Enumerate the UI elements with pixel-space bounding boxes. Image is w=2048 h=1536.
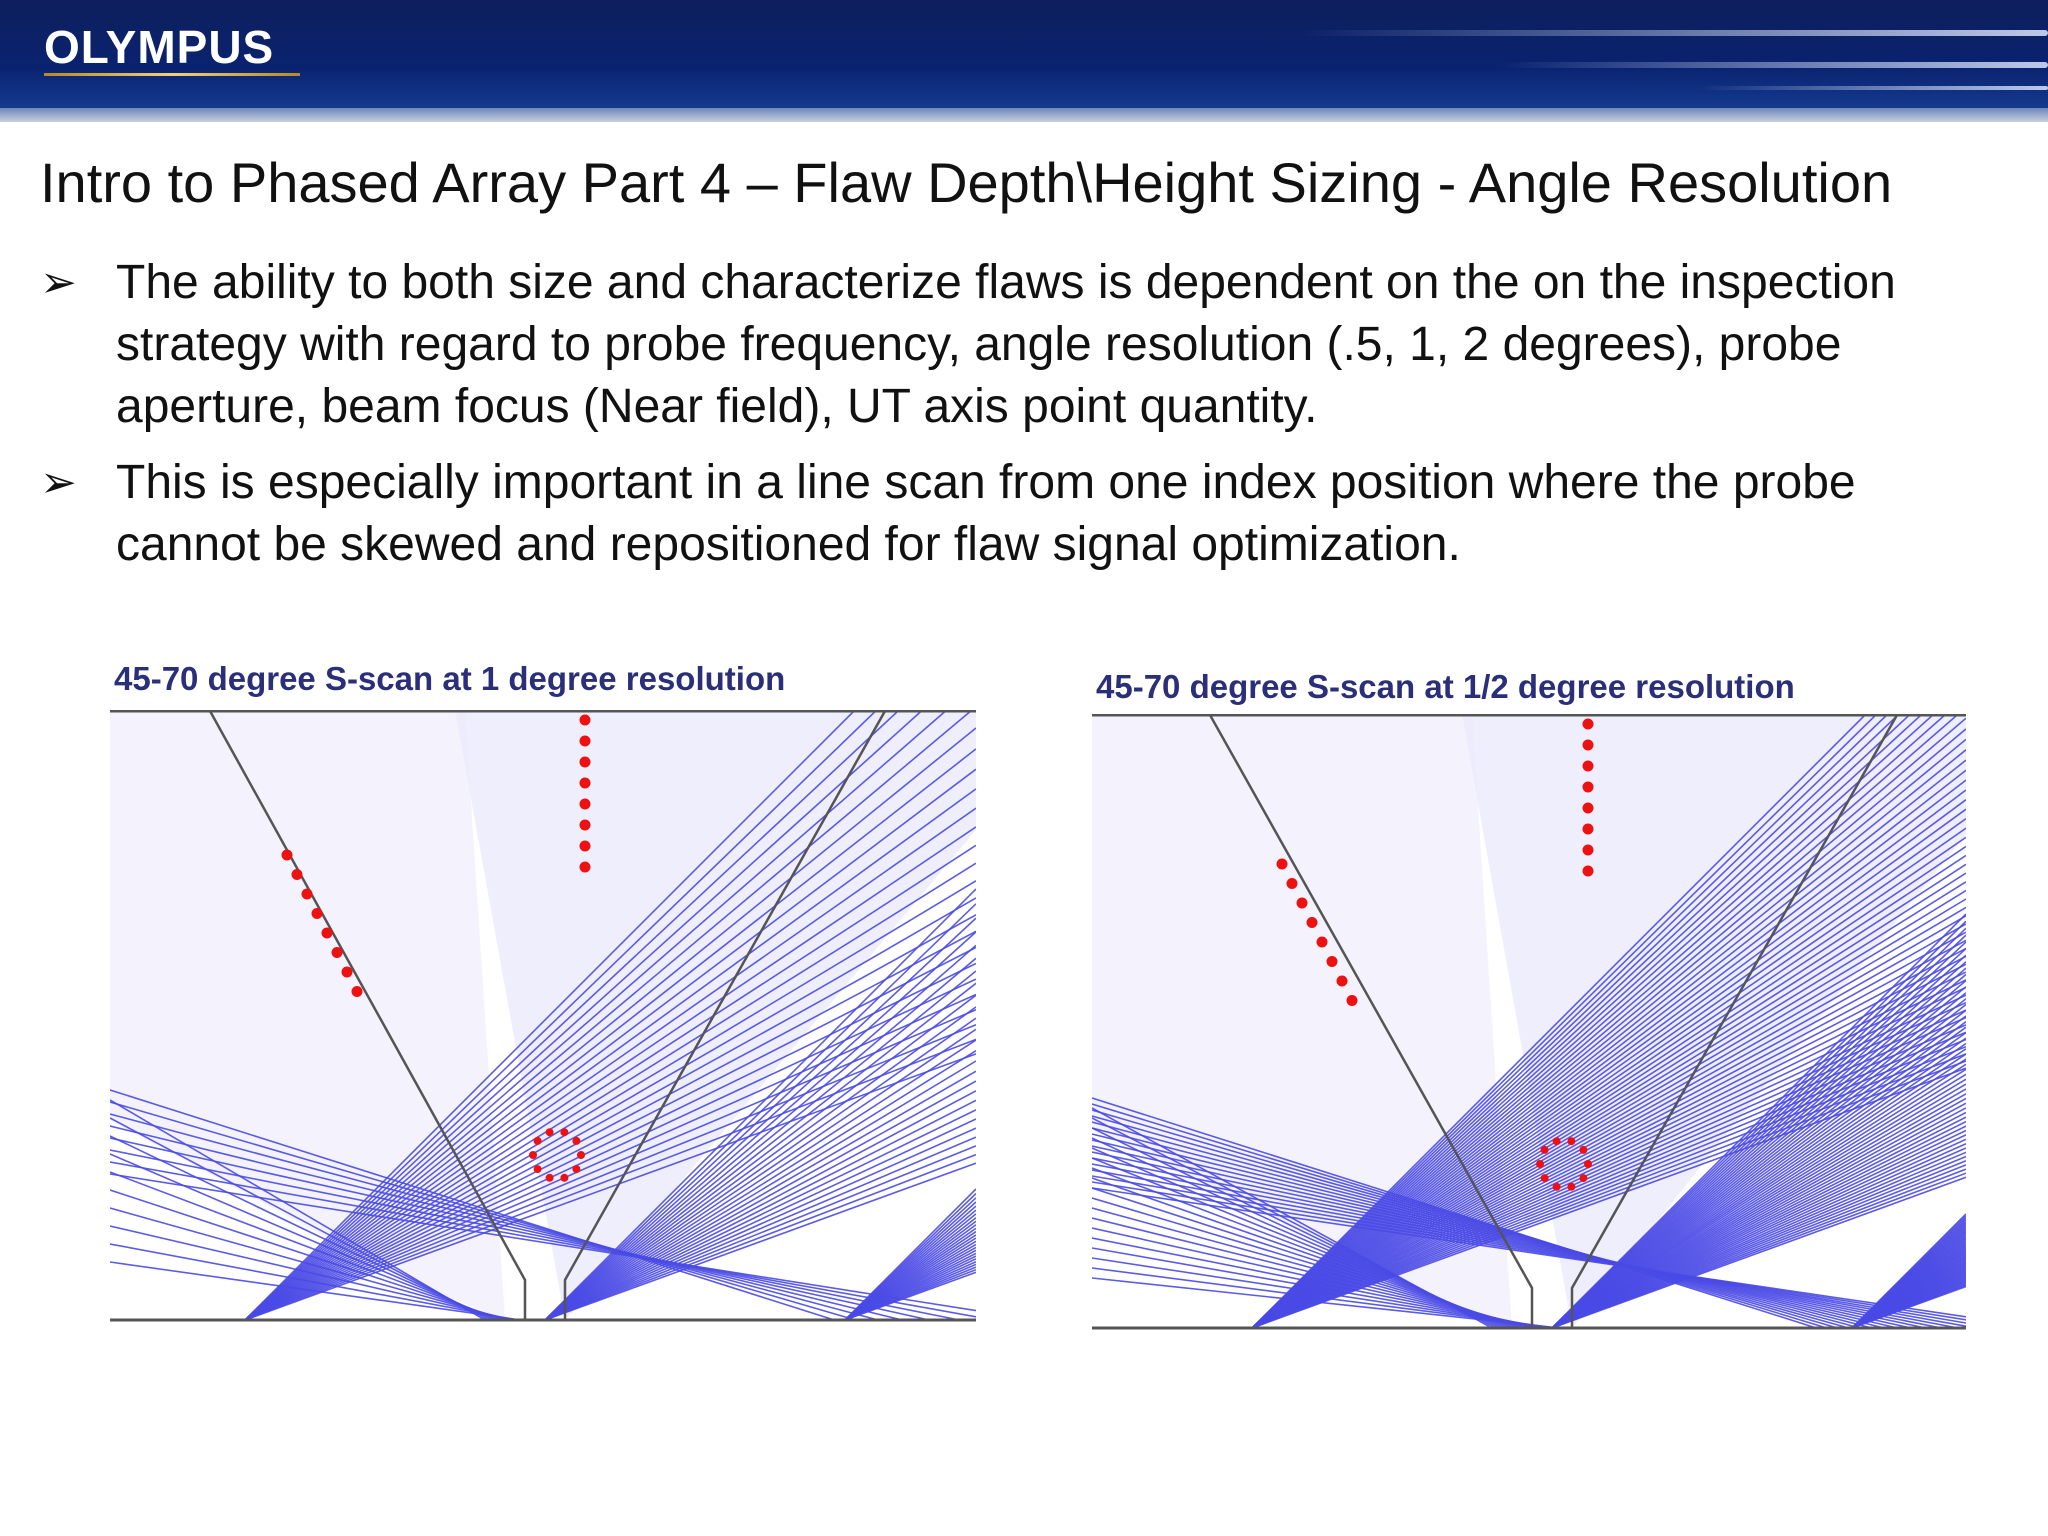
flaw-dot — [580, 820, 591, 831]
flaw-dot — [580, 862, 591, 873]
bullet-text: This is especially important in a line scan from one index position where the probe cannot be skewed and repositioned for flaw signal optimization. — [116, 456, 1856, 571]
flaw-dot — [560, 1128, 568, 1136]
flaw-dot — [1567, 1137, 1575, 1145]
flaw-dot — [1287, 878, 1298, 889]
flaw-dot — [1317, 937, 1328, 948]
arrow-bullet-icon: ➢ — [40, 458, 77, 507]
flaw-dot — [580, 778, 591, 789]
flaw-dot — [1297, 898, 1308, 909]
flaw-dot — [1579, 1174, 1587, 1182]
logo-underline — [44, 73, 300, 76]
flaw-dot — [1541, 1174, 1549, 1182]
flaw-dot — [580, 736, 591, 747]
flaw-dot — [546, 1174, 554, 1182]
flaw-dot — [1583, 782, 1594, 793]
flaw-dot — [312, 908, 323, 919]
olympus-logo[interactable]: OLYMPUS — [44, 21, 275, 73]
flaw-dot — [1553, 1183, 1561, 1191]
flaw-dot — [1327, 956, 1338, 967]
flaw-dot — [302, 889, 313, 900]
flaw-dot — [1337, 976, 1348, 987]
flaw-dot — [292, 869, 303, 880]
flaw-dot — [577, 1151, 585, 1159]
beam-envelope — [110, 710, 505, 1320]
banner-streak — [1700, 86, 2048, 90]
arrow-bullet-icon: ➢ — [40, 258, 77, 307]
flaw-dot — [1536, 1160, 1544, 1168]
flaw-dot — [1583, 824, 1594, 835]
flaw-dot — [560, 1174, 568, 1182]
flaw-dot — [580, 841, 591, 852]
flaw-dot — [342, 967, 353, 978]
flaw-dot — [1583, 719, 1594, 730]
flaw-dot — [534, 1137, 542, 1145]
flaw-dot — [572, 1137, 580, 1145]
flaw-dot — [1567, 1183, 1575, 1191]
flaw-dot — [1307, 917, 1318, 928]
flaw-dot — [529, 1151, 537, 1159]
flaw-dot — [322, 928, 333, 939]
flaw-dot — [546, 1128, 554, 1136]
flaw-dot — [572, 1165, 580, 1173]
flaw-dot — [1583, 740, 1594, 751]
reflected-beam-line — [110, 1138, 929, 1320]
flaw-dot — [1584, 1160, 1592, 1168]
flaw-dot — [1579, 1146, 1587, 1154]
flaw-dot — [1553, 1137, 1561, 1145]
flaw-dot — [332, 947, 343, 958]
slide-title: Intro to Phased Array Part 4 – Flaw Depth\Height Sizing - Angle Resolution — [40, 151, 1893, 214]
header-banner — [0, 0, 2048, 122]
figure-caption: 45-70 degree S-scan at 1 degree resolution — [114, 660, 786, 697]
banner-streak — [1300, 30, 2048, 36]
flaw-dot — [352, 986, 363, 997]
bullet-list — [40, 252, 2000, 590]
flaw-dot — [534, 1165, 542, 1173]
flaw-dot — [1583, 761, 1594, 772]
flaw-dot — [1277, 859, 1288, 870]
flaw-dot — [1583, 845, 1594, 856]
bullet-item — [40, 252, 2000, 438]
flaw-dot — [580, 799, 591, 810]
flaw-dot — [1347, 995, 1358, 1006]
scan-figure-1deg — [110, 660, 976, 1326]
flaw-dot — [282, 850, 293, 861]
flaw-dot — [580, 757, 591, 768]
flaw-dot — [1541, 1146, 1549, 1154]
bullet-item — [40, 452, 2000, 576]
flaw-dot — [580, 715, 591, 726]
banner-streak — [1500, 62, 2048, 68]
scan-figure-halfdeg — [1092, 668, 1966, 1332]
s-scan-diagram — [110, 710, 976, 1326]
s-scan-diagram — [1092, 714, 1966, 1332]
flaw-dot — [1583, 866, 1594, 877]
bullet-text: The ability to both size and characterize flaws is dependent on the on the inspection strategy with regard to probe frequency, angle resolution (.5, 1, 2 degrees), probe aperture, beam focus (Near field), UT axis point quantity. — [116, 256, 1896, 433]
banner-base — [0, 108, 2048, 122]
figure-caption: 45-70 degree S-scan at 1/2 degree resolution — [1096, 668, 1795, 705]
flaw-dot — [1583, 803, 1594, 814]
